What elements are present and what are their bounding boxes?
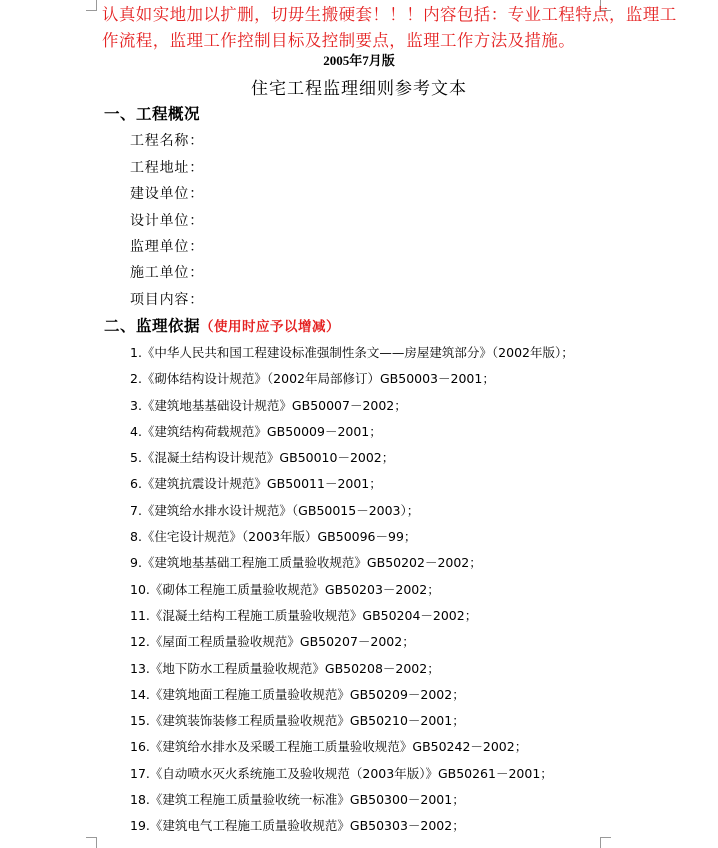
field-designer: 设计单位： — [130, 213, 204, 229]
crop-mark-bottom-left — [86, 837, 97, 848]
list-item: 17.《自动喷水灭火系统施工及验收规范（2003年版）》GB50261－2001； — [130, 765, 553, 781]
field-project-content: 项目内容： — [130, 292, 204, 308]
list-item: 10.《砌体工程施工质量验收规范》GB50203－2002； — [130, 581, 440, 597]
list-item: 13.《地下防水工程质量验收规范》GB50208－2002； — [130, 660, 440, 676]
list-item: 2.《砌体结构设计规范》（2002年局部修订）GB50003－2001； — [130, 371, 495, 387]
list-item: 9.《建筑地基基础工程施工质量验收规范》GB50202－2002； — [130, 555, 482, 571]
document-title: 住宅工程监理细则参考文本 — [251, 79, 467, 99]
list-item: 1.《中华人民共和国工程建设标准强制性条文——房屋建筑部分》（2002年版）； — [130, 345, 574, 360]
field-client: 建设单位： — [130, 186, 204, 202]
list-item: 12.《屋面工程质量验收规范》GB50207－2002； — [130, 634, 415, 650]
list-item: 6.《建筑抗震设计规范》GB50011－2001； — [130, 476, 382, 492]
field-contractor: 施工单位： — [130, 265, 204, 281]
reference-list — [130, 340, 574, 840]
field-project-address: 工程地址： — [130, 160, 204, 176]
list-item: 8.《住宅设计规范》（2003年版）GB50096－99； — [130, 529, 417, 545]
crop-mark-top-left — [86, 0, 97, 11]
section-heading-overview: 一、工程概况 — [104, 105, 201, 123]
list-item: 5.《混凝土结构设计规范》GB50010－2002； — [130, 450, 395, 466]
list-item: 7.《建筑给水排水设计规范》（GB50015－2003）； — [130, 502, 420, 518]
crop-mark-bottom-right — [600, 837, 611, 848]
field-project-name: 工程名称： — [130, 133, 204, 149]
red-notice: 认真如实地加以扩删，切毋生搬硬套！！！内容包括：专业工程特点，监理工作流程，监理工作控制目标及控制要点，监理工作方法及措施。 — [102, 5, 677, 50]
list-item: 18.《建筑工程施工质量验收统一标准》GB50300－2001； — [130, 792, 465, 808]
list-item: 11.《混凝土结构工程施工质量验收规范》GB50204－2002； — [130, 607, 478, 623]
field-supervisor: 监理单位： — [130, 239, 204, 255]
edition-label: 2005年7月版 — [323, 53, 395, 68]
list-item: 15.《建筑装饰装修工程质量验收规范》GB50210－2001； — [130, 713, 465, 729]
list-item: 4.《建筑结构荷载规范》GB50009－2001； — [130, 423, 382, 439]
section-note: （使用时应予以增减） — [200, 319, 341, 335]
list-item: 19.《建筑电气工程施工质量验收规范》GB50303－2002； — [130, 818, 465, 834]
list-item: 14.《建筑地面工程施工质量验收规范》GB50209－2002； — [130, 686, 465, 702]
list-item: 16.《建筑给水排水及采暖工程施工质量验收规范》GB50242－2002； — [130, 739, 528, 755]
section-heading-basis: 二、监理依据（使用时应予以增减） — [104, 317, 341, 335]
list-item: 3.《建筑地基基础设计规范》GB50007－2002； — [130, 397, 407, 413]
